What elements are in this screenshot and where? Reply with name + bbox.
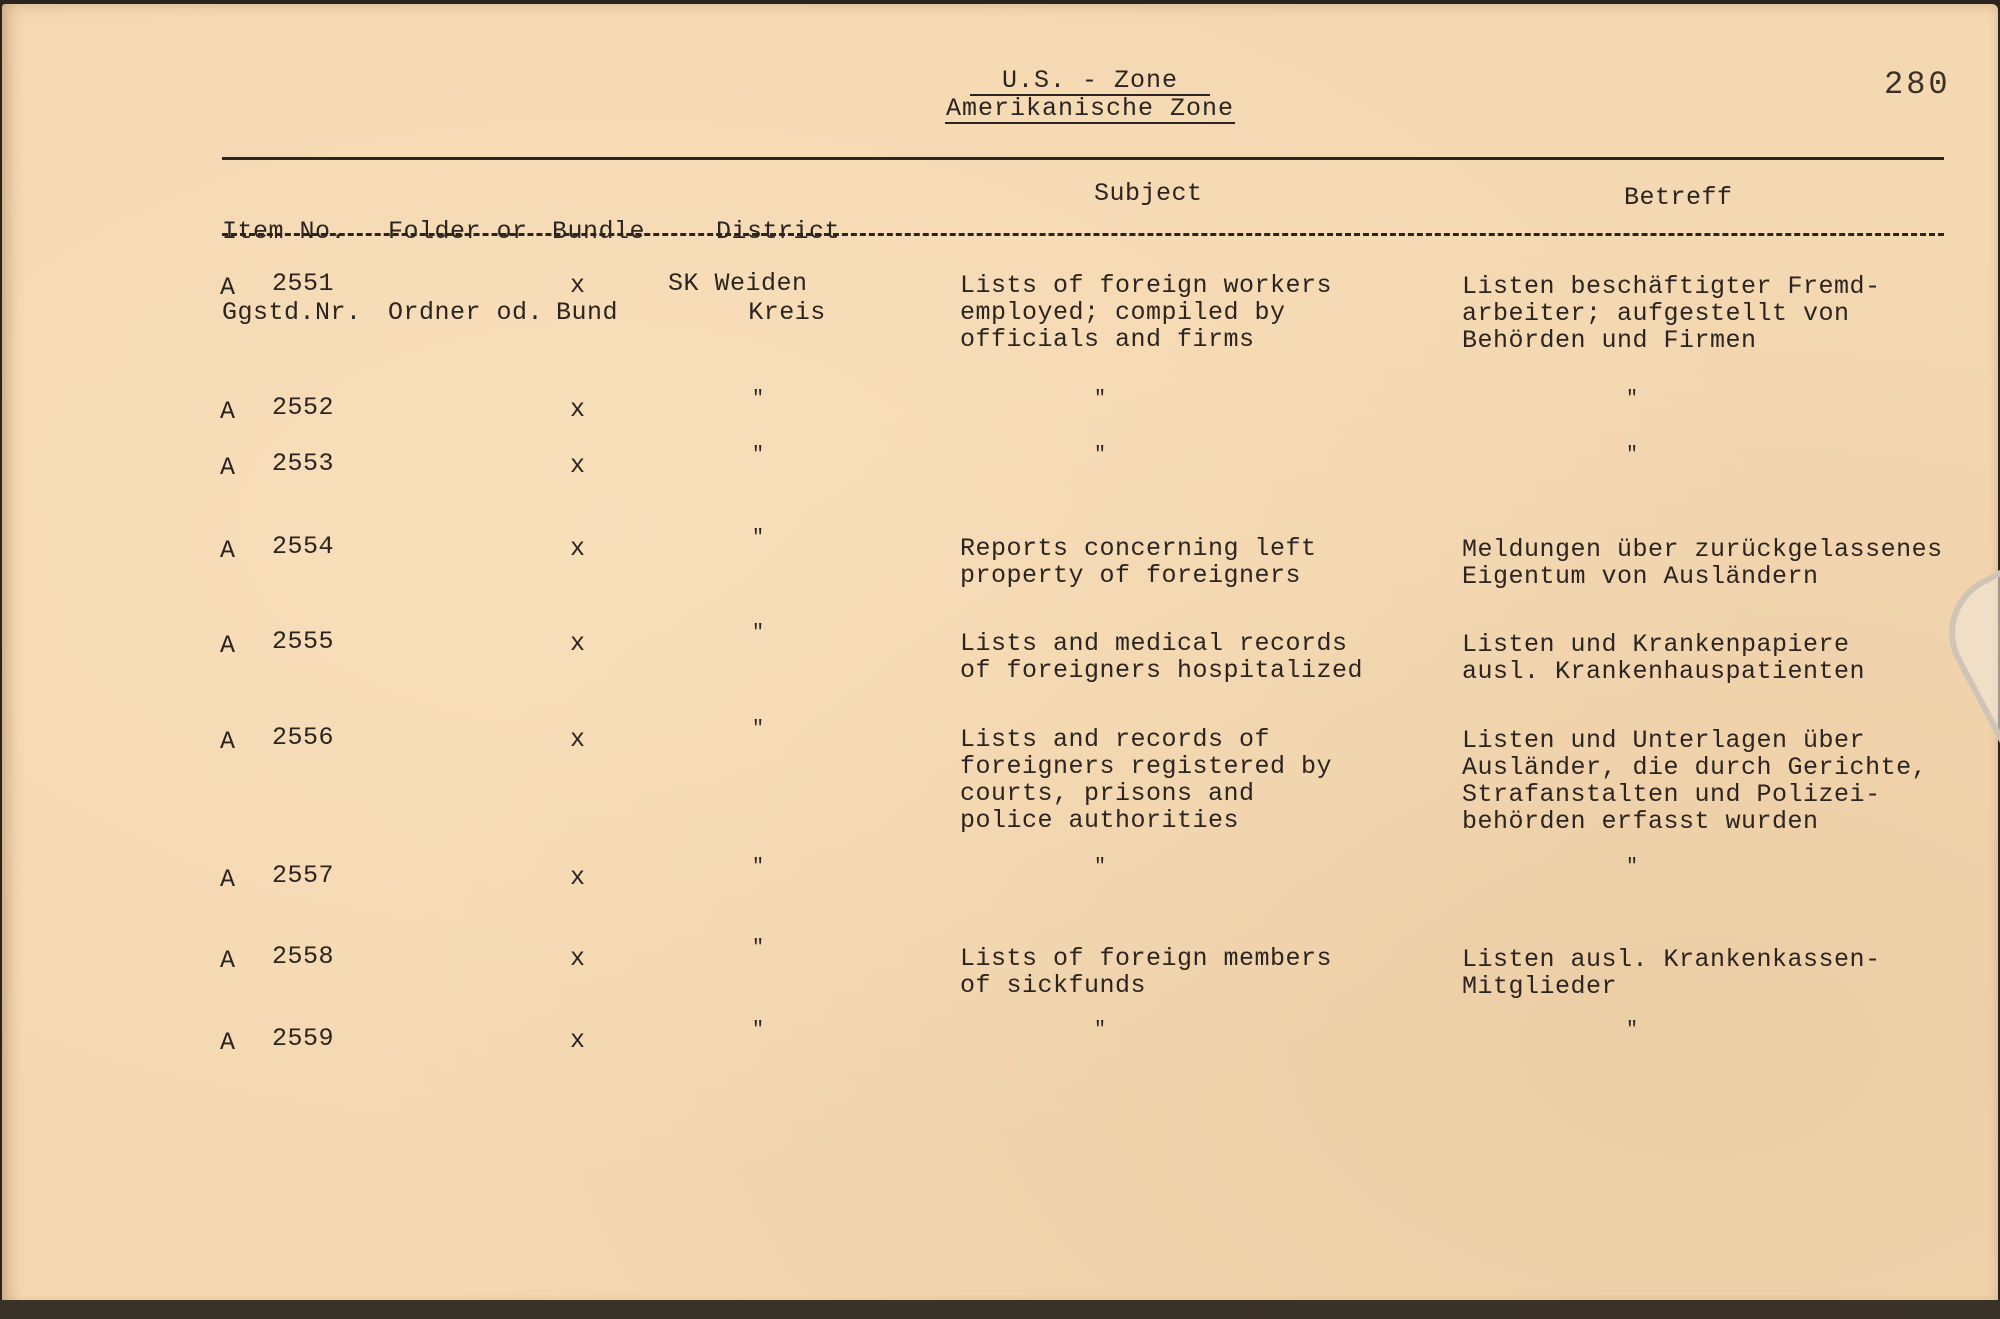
column-header-item (222, 164, 362, 353)
column-header-bundle-en: Bundle (552, 217, 646, 246)
item-prefix: A (220, 727, 236, 756)
page-number: 280 (1884, 66, 1951, 103)
item-prefix: A (220, 397, 236, 426)
column-header-district-en: District (716, 217, 841, 246)
subject-cell: " (1094, 388, 1107, 411)
district-cell: " (752, 856, 765, 879)
zone-title-line1: U.S. - Zone (970, 68, 1210, 96)
bundle-mark: x (570, 863, 586, 892)
bundle-mark: x (570, 451, 586, 480)
bundle-mark: x (570, 629, 586, 658)
column-header-item-en: Item No. (222, 217, 347, 246)
subject-cell: " (1094, 1019, 1107, 1042)
bundle-mark: x (570, 944, 586, 973)
district-cell: " (752, 622, 765, 645)
district-cell: " (752, 937, 765, 960)
zone-title-line2: Amerikanische Zone (945, 94, 1235, 123)
district-cell: " (752, 527, 765, 550)
column-header-district (716, 164, 840, 353)
district-cell: " (752, 718, 765, 741)
item-prefix: A (220, 273, 236, 302)
zone-title (940, 68, 1240, 124)
column-header-folder-de: Ordner od. (388, 298, 544, 327)
item-number: 2554 (272, 532, 335, 561)
item-number: 2558 (272, 942, 335, 971)
subject-cell: Lists and medical records of foreigners hospitalized (960, 629, 1364, 685)
district-cell: " (752, 388, 765, 411)
betreff-cell: Listen und Unterlagen über Ausländer, die durch Gerichte, Strafanstalten und Polizei- behörden erfasst wurden (1462, 726, 1928, 836)
item-number: 2553 (272, 449, 335, 478)
district-cell: " (752, 1019, 765, 1042)
header-rule-top (222, 157, 1944, 160)
column-header-bundle (552, 164, 645, 353)
column-header-bundle-de: Bund (556, 298, 619, 327)
column-header-folder (388, 164, 543, 353)
item-number: 2555 (272, 627, 335, 656)
item-number: 2559 (272, 1024, 335, 1053)
item-number: 2552 (272, 393, 335, 422)
column-header-item-de: Ggstd.Nr. (222, 298, 362, 327)
column-header-folder-en: Folder or (388, 217, 528, 246)
betreff-cell: Meldungen über zurückgelassenes Eigentum von Ausländern (1462, 535, 1943, 591)
subject-cell: Lists of foreign workers employed; compiled by officials and firms (960, 271, 1333, 354)
column-header-subject: Subject (1094, 179, 1203, 208)
item-prefix: A (220, 865, 236, 894)
bundle-mark: x (570, 725, 586, 754)
betreff-cell: " (1626, 856, 1639, 879)
subject-cell: " (1094, 444, 1107, 467)
item-prefix: A (220, 453, 236, 482)
district-cell: SK Weiden (668, 269, 808, 298)
page-bottom-edge (0, 1300, 2000, 1319)
betreff-cell: Listen ausl. Krankenkassen- Mitglieder (1462, 945, 1881, 1001)
subject-cell: Lists and records of foreigners registered by courts, prisons and police authorities (960, 725, 1333, 835)
betreff-cell: Listen und Krankenpapiere ausl. Krankenhauspatienten (1462, 630, 1866, 686)
bundle-mark: x (570, 534, 586, 563)
betreff-cell: Listen beschäftigter Fremd- arbeiter; aufgestellt von Behörden und Firmen (1462, 272, 1881, 355)
item-number: 2556 (272, 723, 335, 752)
item-prefix: A (220, 631, 236, 660)
district-cell: " (752, 444, 765, 467)
item-number: 2557 (272, 861, 335, 890)
subject-cell: Reports concerning left property of foreigners (960, 534, 1317, 590)
betreff-cell: " (1626, 444, 1639, 467)
item-prefix: A (220, 1028, 236, 1057)
item-number: 2551 (272, 269, 335, 298)
betreff-cell: " (1626, 1019, 1639, 1042)
betreff-cell: " (1626, 388, 1639, 411)
bundle-mark: x (570, 395, 586, 424)
column-header-betreff: Betreff (1624, 183, 1733, 212)
item-prefix: A (220, 946, 236, 975)
subject-cell: Lists of foreign members of sickfunds (960, 944, 1333, 1000)
item-prefix: A (220, 536, 236, 565)
subject-cell: " (1094, 856, 1107, 879)
bundle-mark: x (570, 271, 586, 300)
column-header-district-de: Kreis (748, 298, 826, 327)
bundle-mark: x (570, 1026, 586, 1055)
